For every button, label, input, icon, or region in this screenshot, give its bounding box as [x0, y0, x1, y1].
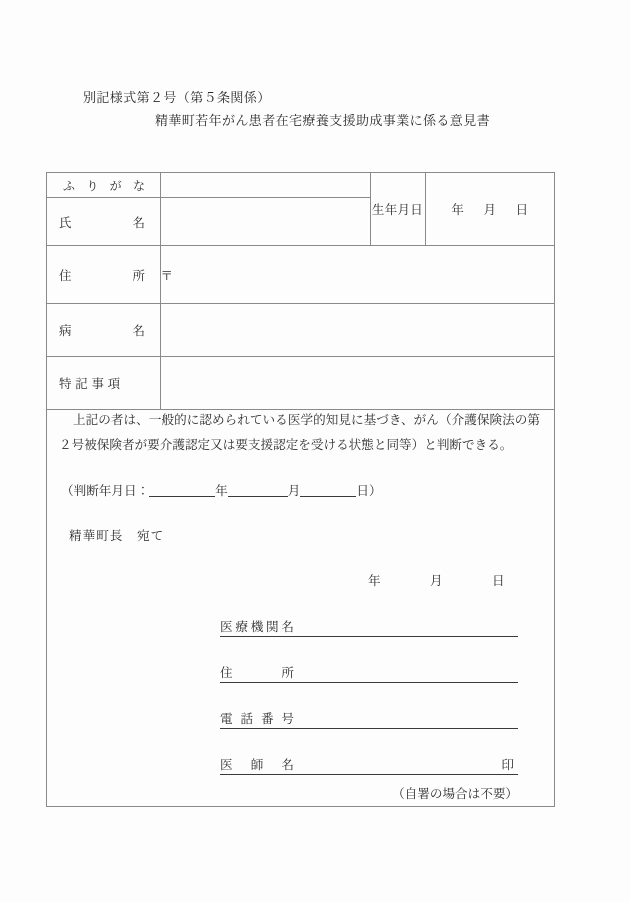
field-institution-name[interactable] [220, 615, 518, 637]
judgement-date-line [61, 480, 554, 499]
form-body-section [47, 408, 554, 802]
institution-char-3: 機 [250, 620, 264, 634]
furigana-char-2: り [86, 178, 99, 193]
signature-block [47, 615, 554, 802]
field-doctor-name[interactable] [220, 753, 518, 775]
doctor-char-2: 師 [250, 758, 264, 772]
field-phone-number[interactable] [220, 707, 518, 729]
field-institution-address[interactable] [220, 661, 518, 683]
postal-mark-icon: 〒 [160, 268, 174, 283]
birthdate-label: 生年月日 [371, 203, 424, 217]
judgement-month-input[interactable] [228, 482, 288, 497]
table-row-remarks [47, 357, 554, 410]
label-cell-disease [47, 304, 160, 357]
submission-day-label: 日 [492, 574, 505, 588]
doctor-name-label [220, 754, 294, 774]
sig-address-char-1: 住 [220, 666, 233, 680]
judgement-year-input[interactable] [149, 482, 215, 497]
statement-paragraph: 上記の者は、一般的に認められている医学的知見に基づき、がん（介護保険法の第２号被保険者が要介護認定又は要支援認定を受ける状態と同等）と判断できる。 [59, 413, 540, 452]
institution-char-2: 療 [235, 620, 248, 634]
phone-char-4: 号 [281, 712, 294, 726]
judgement-month-label: 月 [287, 484, 301, 498]
form-number: 別記様式第２号（第５条関係） [83, 90, 271, 105]
label-cell-birthdate [370, 173, 425, 246]
label-cell-remarks [47, 357, 160, 410]
remarks-label: 特 記 事 項 [59, 377, 121, 391]
judgement-date-prefix: （判断年月日： [61, 484, 150, 498]
patient-info-table [47, 173, 554, 410]
disease-char-2: 名 [132, 324, 145, 338]
input-furigana[interactable] [160, 173, 370, 198]
phone-char-3: 番 [260, 712, 274, 726]
input-birthdate[interactable] [425, 173, 554, 246]
institution-char-4: 関 [266, 620, 279, 634]
phone-number-label [220, 708, 294, 728]
institution-char-1: 医 [220, 620, 233, 634]
birthdate-month-label: 月 [483, 203, 496, 217]
furigana-char-1: ふ [63, 178, 76, 193]
institution-address-label [220, 662, 294, 682]
birthdate-day-label: 日 [515, 203, 529, 217]
judgement-year-label: 年 [215, 484, 228, 498]
submission-date-line[interactable] [47, 570, 554, 589]
address-char-2: 所 [132, 268, 145, 283]
submission-year-label: 年 [368, 574, 381, 588]
label-cell-furigana [47, 173, 160, 198]
input-address[interactable] [160, 246, 554, 304]
name-char-1: 氏 [59, 215, 72, 230]
name-char-2: 名 [132, 215, 145, 230]
phone-char-2: 話 [240, 712, 254, 726]
institution-name-label [220, 616, 294, 636]
furigana-char-3: が [109, 178, 122, 193]
input-name[interactable] [160, 198, 370, 246]
table-row-address [47, 246, 554, 304]
submission-month-label: 月 [430, 574, 443, 588]
furigana-char-4: な [132, 178, 145, 193]
phone-char-1: 電 [220, 712, 233, 726]
table-row-furigana [47, 173, 554, 198]
label-cell-name [47, 198, 160, 246]
form-frame [46, 172, 555, 807]
seal-mark-icon: 印 [501, 758, 514, 772]
input-disease[interactable] [160, 304, 554, 357]
address-char-1: 住 [59, 268, 72, 283]
signature-note: （自署の場合は不要） [392, 787, 518, 801]
judgement-day-input[interactable] [300, 482, 356, 497]
input-remarks[interactable] [160, 357, 554, 410]
document-title: 精華町若年がん患者在宅療養支援助成事業に係る意見書 [155, 113, 491, 128]
doctor-char-3: 名 [281, 758, 294, 772]
judgement-day-label: 日 [356, 484, 369, 498]
table-row-disease [47, 304, 554, 357]
doctor-char-1: 医 [220, 758, 233, 772]
disease-char-1: 病 [59, 324, 72, 338]
label-cell-address [47, 246, 160, 304]
sig-address-char-2: 所 [281, 666, 294, 680]
addressee-line: 精華町長 宛て [69, 529, 165, 543]
document-heading [0, 88, 630, 131]
institution-char-5: 名 [281, 620, 294, 634]
judgement-date-suffix: ） [368, 484, 382, 498]
birthdate-year-label: 年 [451, 203, 464, 217]
